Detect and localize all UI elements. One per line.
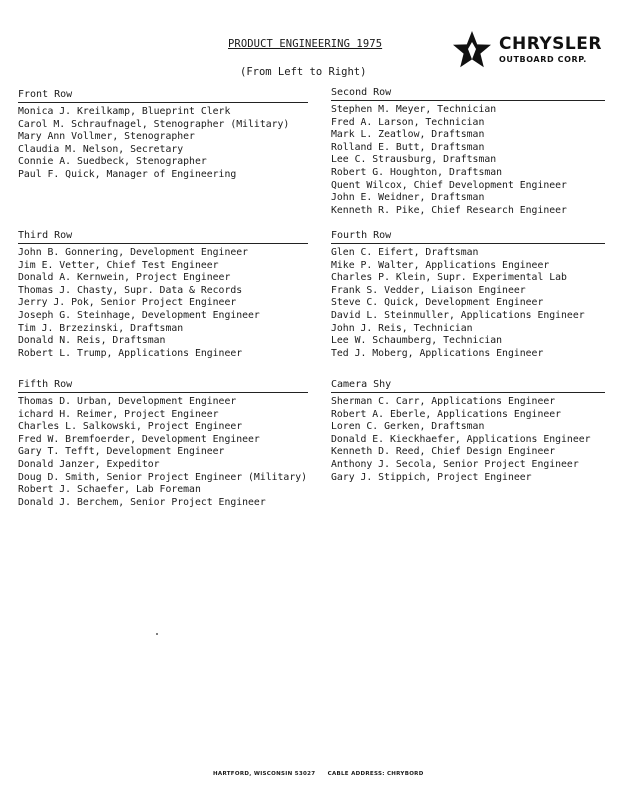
list-item: Robert G. Houghton, Draftsman: [331, 166, 503, 178]
logo-brand: CHRYSLER: [499, 34, 602, 54]
list-item: Rolland E. Butt, Draftsman: [331, 141, 485, 153]
footer-address: [213, 771, 424, 777]
list-item: Gary T. Tefft, Development Engineer: [18, 446, 225, 458]
list-item: Kenneth R. Pike, Chief Research Engineer: [331, 204, 567, 216]
list-item: Sherman C. Carr, Applications Engineer: [331, 396, 556, 407]
footer-cable: CABLE ADDRESS: CHRYBORD: [327, 771, 424, 777]
list-item: Lee C. Strausburg, Draftsman: [331, 154, 497, 166]
list-item: Quent Wilcox, Chief Development Engineer: [331, 179, 567, 191]
front-row-section: [18, 88, 308, 182]
name-list: [331, 104, 605, 217]
section-heading: Second Row: [331, 86, 605, 101]
list-item: Jerry J. Pok, Senior Project Engineer: [18, 297, 237, 309]
list-item: ichard H. Reimer, Project Engineer: [18, 408, 219, 420]
section-heading: Fifth Row: [18, 378, 308, 393]
list-item: Robert J. Schaefer, Lab Foreman: [18, 484, 201, 496]
list-item: Robert L. Trump, Applications Engineer: [18, 347, 243, 359]
name-list: [18, 247, 308, 360]
list-item: Joseph G. Steinhage, Development Engineer: [18, 309, 260, 321]
fifth-row-section: [18, 378, 308, 509]
page-title: PRODUCT ENGINEERING 1975: [228, 38, 383, 50]
section-heading: Third Row: [18, 229, 308, 244]
list-item: Robert A. Eberle, Applications Engineer: [331, 408, 562, 420]
list-item: Mark L. Zeatlow, Draftsman: [331, 129, 485, 141]
list-item: Fred W. Bremfoerder, Development Engineer: [18, 433, 260, 445]
list-item: Steve C. Quick, Development Engineer: [331, 297, 544, 309]
camera-shy-section: [331, 378, 605, 484]
list-item: Gary J. Stippich, Project Engineer: [331, 471, 532, 483]
list-item: Doug D. Smith, Senior Project Engineer (Military): [18, 471, 308, 483]
logo-division: OUTBOARD CORP.: [499, 55, 587, 64]
list-item: Mike P. Walter, Applications Engineer: [331, 259, 550, 271]
list-item: Charles L. Salkowski, Project Engineer: [18, 421, 243, 433]
list-item: Glen C. Eifert, Draftsman: [331, 247, 479, 258]
paper-speck: [156, 633, 158, 635]
pentastar-icon: [451, 30, 493, 72]
section-heading: Camera Shy: [331, 378, 605, 393]
list-item: John E. Weidner, Draftsman: [331, 192, 485, 204]
list-item: Fred A. Larson, Technician: [331, 116, 485, 128]
list-item: Donald J. Berchem, Senior Project Engineer: [18, 496, 266, 508]
list-item: Donald E. Kieckhaefer, Applications Engineer: [331, 433, 591, 445]
list-item: Tim J. Brzezinski, Draftsman: [18, 322, 184, 334]
name-list: [18, 106, 308, 182]
list-item: Mary Ann Vollmer, Stenographer: [18, 131, 195, 143]
chrysler-logo: [451, 30, 601, 76]
list-item: Frank S. Vedder, Liaison Engineer: [331, 284, 526, 296]
list-item: John J. Reis, Technician: [331, 322, 473, 334]
list-item: David L. Steinmuller, Applications Engineer: [331, 309, 585, 321]
third-row-section: [18, 229, 308, 360]
list-item: Jim E. Vetter, Chief Test Engineer: [18, 259, 219, 271]
list-item: John B. Gonnering, Development Engineer: [18, 247, 249, 258]
list-item: Kenneth D. Reed, Chief Design Engineer: [331, 446, 556, 458]
footer-location: HARTFORD, WISCONSIN 53027: [213, 771, 316, 777]
list-item: Stephen M. Meyer, Technician: [331, 104, 497, 115]
fourth-row-section: [331, 229, 605, 360]
page-subtitle: (From Left to Right): [240, 66, 367, 78]
list-item: Donald N. Reis, Draftsman: [18, 335, 166, 347]
section-heading: Fourth Row: [331, 229, 605, 244]
list-item: Lee W. Schaumberg, Technician: [331, 335, 503, 347]
list-item: Anthony J. Secola, Senior Project Engineer: [331, 458, 579, 470]
list-item: Thomas D. Urban, Development Engineer: [18, 396, 237, 407]
list-item: Monica J. Kreilkamp, Blueprint Clerk: [18, 106, 231, 117]
name-list: [331, 396, 605, 484]
second-row-section: [331, 86, 605, 217]
list-item: Thomas J. Chasty, Supr. Data & Records: [18, 284, 243, 296]
section-heading: Front Row: [18, 88, 308, 103]
list-item: Carol M. Schraufnagel, Stenographer (Military): [18, 118, 290, 130]
name-list: [18, 396, 308, 509]
list-item: Donald Janzer, Expeditor: [18, 458, 160, 470]
list-item: Donald A. Kernwein, Project Engineer: [18, 272, 231, 284]
list-item: Charles P. Klein, Supr. Experimental Lab: [331, 272, 567, 284]
list-item: Loren C. Gerken, Draftsman: [331, 421, 485, 433]
list-item: Claudia M. Nelson, Secretary: [18, 143, 184, 155]
name-list: [331, 247, 605, 360]
list-item: Ted J. Moberg, Applications Engineer: [331, 347, 544, 359]
list-item: Connie A. Suedbeck, Stenographer: [18, 156, 207, 168]
list-item: Paul F. Quick, Manager of Engineering: [18, 168, 237, 180]
